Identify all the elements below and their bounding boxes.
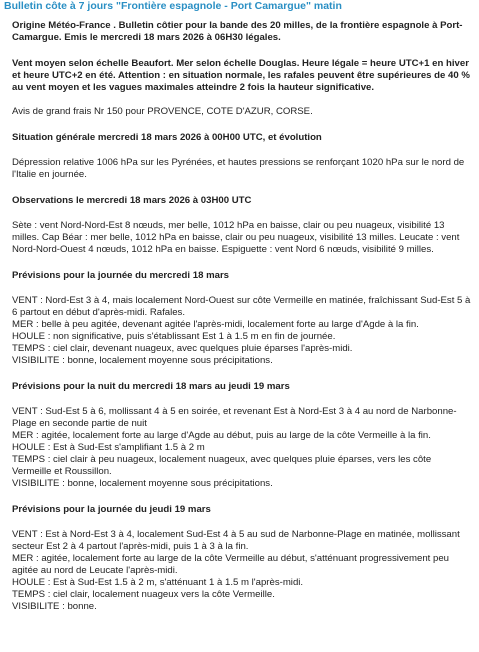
situation-text: Dépression relative 1006 hPa sur les Pyrénées, et hautes pressions se renforçant 1020 hPa sur le nord de l'Italie en journée.: [12, 157, 465, 180]
forecast-3-visibilite: VISIBILITE : bonne.: [12, 601, 97, 612]
observations-title: Observations le mercredi 18 mars 2026 à 03H00 UTC: [12, 195, 252, 206]
forecast-1-visibilite: VISIBILITE : bonne, localement moyenne sous précipitations.: [12, 355, 273, 366]
forecast-2-temps: TEMPS : ciel clair à peu nuageux, localement nuageux, avec quelques pluie éparses, vers les côte Vermeille et Roussillon.: [12, 454, 432, 477]
forecast-2-houle: HOULE : Est à Sud-Est s'amplifiant 1.5 à 2 m: [12, 442, 205, 453]
forecast-1-temps: TEMPS : ciel clair, devenant nuageux, avec quelques pluie éparses l'après-midi.: [12, 343, 353, 354]
situation-title: Situation générale mercredi 18 mars 2026 à 00H00 UTC, et évolution: [12, 132, 322, 143]
forecast-3-body: [12, 529, 472, 613]
bulletin-title-link[interactable]: Bulletin côte à 7 jours "Frontière espagnole - Port Camargue" matin: [4, 0, 342, 12]
bulletin-content: [12, 20, 472, 627]
forecast-3-temps: TEMPS : ciel clair, localement nuageux vers la côte Vermeille.: [12, 589, 275, 600]
forecast-1-body: [12, 295, 472, 367]
avis-paragraph: Avis de grand frais Nr 150 pour PROVENCE, COTE D'AZUR, CORSE.: [12, 106, 313, 117]
forecast-1-houle: HOULE : non significative, puis s'établissant Est 1 à 1.5 m en fin de journée.: [12, 331, 336, 342]
forecast-2-vent: VENT : Sud-Est 5 à 6, mollissant 4 à 5 en soirée, et revenant Est à Nord-Est 3 à 4 au nord de Narbonne-Plage en seconde partie de nuit: [12, 406, 457, 429]
forecast-2-title: Prévisions pour la nuit du mercredi 18 mars au jeudi 19 mars: [12, 381, 290, 392]
origin-paragraph: Origine Météo-France . Bulletin côtier pour la bande des 20 milles, de la frontière espagnole à Port-Camargue. Emis le mercredi 18 mars 2026 à 06H30 légales.: [12, 20, 463, 43]
forecast-3-mer: MER : agitée, localement forte au large de la côte Vermeille au début, s'atténuant progressivement peu agitée au nord de Leucate l'après-midi.: [12, 553, 450, 576]
forecast-1-title: Prévisions pour la journée du mercredi 18 mars: [12, 270, 230, 281]
forecast-3-title: Prévisions pour la journée du jeudi 19 mars: [12, 504, 211, 515]
forecast-1-mer: MER : belle à peu agitée, devenant agitée l'après-midi, localement forte au large d'Agde à la fin.: [12, 319, 419, 330]
forecast-2-visibilite: VISIBILITE : bonne, localement moyenne sous précipitations.: [12, 478, 273, 489]
forecast-3-vent: VENT : Est à Nord-Est 3 à 4, localement Sud-Est 4 à 5 au sud de Narbonne-Plage en matinée, mollissant secteur Est 2 à 4 partout l'après-midi, puis 1 à 3 à la fin.: [12, 529, 460, 552]
forecast-1-vent: VENT : Nord-Est 3 à 4, mais localement Nord-Ouest sur côte Vermeille en matinée, fraîchissant Sud-Est 5 à 6 partout en début d'après-midi. Rafales.: [12, 295, 471, 318]
notice-paragraph: Vent moyen selon échelle Beaufort. Mer selon échelle Douglas. Heure légale = heure UTC+1 en hiver et heure UTC+2 en été. Attention : en situation normale, les rafales peuvent être supérieures de 40 % au vent moyen et les vagues maximales atteindre 2 fois la hauteur significative.: [12, 58, 470, 93]
observations-text: Sète : vent Nord-Nord-Est 8 nœuds, mer belle, 1012 hPa en baisse, clair ou peu nuageux, visibilité 13 milles. Cap Béar : mer belle, 1012 hPa en baisse, clair ou peu nuageux, visibilité 13 milles. Leucate : vent Nord-Nord-Ouest 4 nœuds, 1012 hPa en baisse. Espiguette : vent Nord 6 nœuds, visibilité 9 milles.: [12, 220, 460, 255]
forecast-2-body: [12, 406, 472, 490]
forecast-2-mer: MER : agitée, localement forte au large d'Agde au début, puis au large de la côte Vermeille à la fin.: [12, 430, 431, 441]
forecast-3-houle: HOULE : Est à Sud-Est 1.5 à 2 m, s'atténuant 1 à 1.5 m l'après-midi.: [12, 577, 304, 588]
